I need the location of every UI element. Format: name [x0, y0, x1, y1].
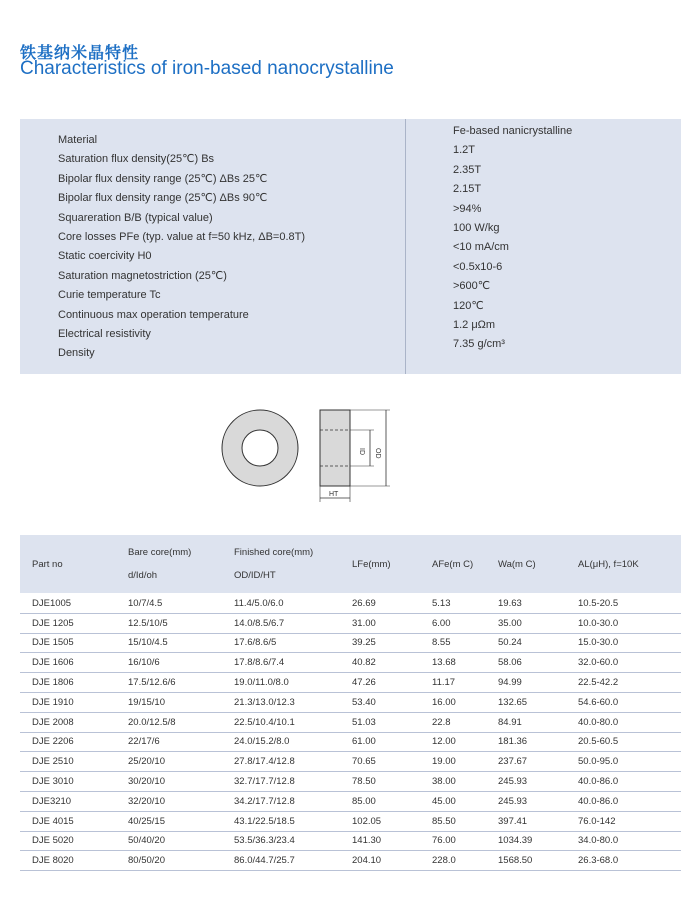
table-cell: 26.3-68.0 — [578, 851, 681, 871]
table-cell: 17.6/8.6/5 — [234, 633, 352, 653]
table-cell: 50.24 — [498, 633, 578, 653]
table-row — [20, 851, 681, 871]
property-value: 2.15T — [453, 183, 482, 196]
table-cell: 228.0 — [432, 851, 498, 871]
table-cell: 85.50 — [432, 811, 498, 831]
table-row — [20, 653, 681, 673]
table-cell: 17.5/12.6/6 — [128, 673, 234, 693]
header-label: Finished core(mm) — [234, 547, 314, 558]
header-sublabel: OD/ID/HT — [234, 570, 276, 581]
property-values — [453, 122, 572, 355]
property-label: Material — [58, 134, 98, 146]
table-cell: 10.5-20.5 — [578, 594, 681, 614]
header-label: AL(μH), f=10K — [578, 558, 639, 570]
table-cell: 22.8 — [432, 712, 498, 732]
table-cell: 84.91 — [498, 712, 578, 732]
table-cell: 141.30 — [352, 831, 432, 851]
table-cell: 102.05 — [352, 811, 432, 831]
table-row — [20, 772, 681, 792]
table-cell: 8.55 — [432, 633, 498, 653]
table-row — [20, 594, 681, 614]
table-cell: 40.0-86.0 — [578, 772, 681, 792]
property-label: Curie temperature Tc — [58, 289, 161, 302]
property-label: Density — [58, 347, 95, 360]
table-cell: 19.63 — [498, 594, 578, 614]
table-header-row — [20, 535, 681, 594]
table-row — [20, 732, 681, 752]
table-cell: DJE 5020 — [20, 831, 128, 851]
table-cell: 34.0-80.0 — [578, 831, 681, 851]
table-cell: DJE1005 — [20, 594, 128, 614]
table-cell: 12.5/10/5 — [128, 613, 234, 633]
table-cell: 86.0/44.7/25.7 — [234, 851, 352, 871]
table-cell: 1034.39 — [498, 831, 578, 851]
table-cell: 78.50 — [352, 772, 432, 792]
table-cell: 19.0/11.0/8.0 — [234, 673, 352, 693]
table-cell: 51.03 — [352, 712, 432, 732]
table-cell: 80/50/20 — [128, 851, 234, 871]
table-cell: 16.00 — [432, 692, 498, 712]
table-cell: 32/20/10 — [128, 791, 234, 811]
table-cell: 58.06 — [498, 653, 578, 673]
table-row — [20, 791, 681, 811]
property-label: Electrical resistivity — [58, 327, 151, 340]
table-body — [20, 594, 681, 871]
table-row — [20, 633, 681, 653]
table-cell: 245.93 — [498, 772, 578, 792]
header-label: Bare core(mm) — [128, 547, 192, 558]
property-label: Continuous max operation temperature — [58, 308, 249, 321]
table-cell: 85.00 — [352, 791, 432, 811]
header-bare-core — [128, 535, 234, 594]
table-cell: 132.65 — [498, 692, 578, 712]
table-cell: 1568.50 — [498, 851, 578, 871]
table-cell: DJE 1205 — [20, 613, 128, 633]
table-cell: 31.00 — [352, 613, 432, 633]
property-value: <10 mA/cm — [453, 241, 509, 254]
table-cell: DJE 1910 — [20, 692, 128, 712]
table-cell: 39.25 — [352, 633, 432, 653]
property-label: Static coercivity H0 — [58, 250, 152, 263]
table-cell: 50/40/20 — [128, 831, 234, 851]
property-label: Bipolar flux density range (25℃) ΔBs 90℃ — [58, 192, 268, 205]
table-cell: DJE 1606 — [20, 653, 128, 673]
table-cell: 76.0-142 — [578, 811, 681, 831]
property-value: 1.2T — [453, 144, 476, 157]
table-cell: 397.41 — [498, 811, 578, 831]
table-row — [20, 831, 681, 851]
table-cell: 53.40 — [352, 692, 432, 712]
table-cell: 76.00 — [432, 831, 498, 851]
core-specs-table — [20, 535, 681, 871]
table-cell: DJE 2008 — [20, 712, 128, 732]
od-label: OD — [374, 448, 381, 459]
header-afe — [432, 535, 498, 594]
table-cell: 10/7/4.5 — [128, 594, 234, 614]
table-cell: 54.6-60.0 — [578, 692, 681, 712]
table-cell: 5.13 — [432, 594, 498, 614]
table-cell: 50.0-95.0 — [578, 752, 681, 772]
table-cell: 15.0-30.0 — [578, 633, 681, 653]
table-cell: 11.4/5.0/6.0 — [234, 594, 352, 614]
table-cell: 13.68 — [432, 653, 498, 673]
table-cell: 24.0/15.2/8.0 — [234, 732, 352, 752]
table-cell: 94.99 — [498, 673, 578, 693]
table-row — [20, 811, 681, 831]
table-cell: 17.8/8.6/7.4 — [234, 653, 352, 673]
table-cell: 43.1/22.5/18.5 — [234, 811, 352, 831]
core-dimension-diagram — [218, 400, 408, 510]
table-cell: 45.00 — [432, 791, 498, 811]
table-cell: 40.0-86.0 — [578, 791, 681, 811]
table-cell: 22/17/6 — [128, 732, 234, 752]
header-label: AFe(m C) — [432, 558, 474, 570]
property-label: Saturation magnetostriction (25℃) — [58, 269, 227, 282]
table-cell: 26.69 — [352, 594, 432, 614]
title-english: Characteristics of iron-based nanocrystalline — [20, 58, 394, 79]
header-part-no — [20, 535, 128, 594]
table-cell: 61.00 — [352, 732, 432, 752]
property-value: 2.35T — [453, 163, 482, 176]
property-label: Squareration B/B (typical value) — [58, 211, 213, 224]
table-cell: 53.5/36.3/23.4 — [234, 831, 352, 851]
core-side-view — [320, 410, 350, 486]
table-cell: DJE 2510 — [20, 752, 128, 772]
table-cell: DJE 3010 — [20, 772, 128, 792]
table-cell: 22.5-42.2 — [578, 673, 681, 693]
table-cell: 35.00 — [498, 613, 578, 633]
table-cell: 20.5-60.5 — [578, 732, 681, 752]
properties-panel — [20, 119, 681, 374]
table-cell: DJE 1806 — [20, 673, 128, 693]
property-labels — [58, 131, 305, 364]
header-al — [578, 535, 681, 594]
table-cell: DJE3210 — [20, 791, 128, 811]
property-value: <0.5x10-6 — [453, 260, 503, 273]
table-cell: 12.00 — [432, 732, 498, 752]
table-cell: 22.5/10.4/10.1 — [234, 712, 352, 732]
table-cell: 11.17 — [432, 673, 498, 693]
table-cell: 32.0-60.0 — [578, 653, 681, 673]
property-label: Saturation flux density(25℃) Bs — [58, 153, 215, 166]
table-cell: 70.65 — [352, 752, 432, 772]
property-value: Fe-based nanicrystalline — [453, 125, 573, 137]
table-cell: 10.0-30.0 — [578, 613, 681, 633]
table-cell: 181.36 — [498, 732, 578, 752]
table-cell: 38.00 — [432, 772, 498, 792]
property-value: 7.35 g/cm³ — [453, 338, 505, 351]
table-row — [20, 752, 681, 772]
table-cell: DJE 2206 — [20, 732, 128, 752]
header-sublabel: d/Id/oh — [128, 570, 158, 581]
table-cell: 25/20/10 — [128, 752, 234, 772]
table-cell: 32.7/17.7/12.8 — [234, 772, 352, 792]
table-row — [20, 692, 681, 712]
table-cell: 6.00 — [432, 613, 498, 633]
table-cell: 21.3/13.0/12.3 — [234, 692, 352, 712]
panel-divider — [405, 119, 406, 374]
header-lfe — [352, 535, 432, 594]
property-value: >600℃ — [453, 280, 491, 293]
header-wa — [498, 535, 578, 594]
table-cell: 30/20/10 — [128, 772, 234, 792]
table-row — [20, 673, 681, 693]
table-cell: 20.0/12.5/8 — [128, 712, 234, 732]
table-cell: 237.67 — [498, 752, 578, 772]
table-row — [20, 712, 681, 732]
ht-label: HT — [329, 491, 339, 498]
table-row — [20, 613, 681, 633]
table-cell: 15/10/4.5 — [128, 633, 234, 653]
table-cell: DJE 1505 — [20, 633, 128, 653]
table-cell: 19/15/10 — [128, 692, 234, 712]
table-cell: 34.2/17.7/12.8 — [234, 791, 352, 811]
table-cell: 204.10 — [352, 851, 432, 871]
property-label: Bipolar flux density range (25℃) ΔBs 25℃ — [58, 172, 268, 185]
core-inner-circle — [242, 430, 278, 466]
property-value: 120℃ — [453, 299, 484, 312]
header-label: Part no — [32, 558, 63, 570]
table-cell: 245.93 — [498, 791, 578, 811]
table-cell: DJE 4015 — [20, 811, 128, 831]
table-cell: DJE 8020 — [20, 851, 128, 871]
property-value: >94% — [453, 202, 482, 215]
table-cell: 40/25/15 — [128, 811, 234, 831]
header-label: LFe(mm) — [352, 558, 391, 570]
table-cell: 27.8/17.4/12.8 — [234, 752, 352, 772]
table-cell: 40.0-80.0 — [578, 712, 681, 732]
property-label: Core losses PFe (typ. value at f=50 kHz, ΔB=0.8T) — [58, 230, 306, 243]
table-cell: 14.0/8.5/6.7 — [234, 613, 352, 633]
table-cell: 19.00 — [432, 752, 498, 772]
header-label: Wa(m C) — [498, 558, 536, 570]
property-value: 1.2 μΩm — [453, 318, 496, 331]
id-label: ID — [358, 448, 365, 455]
table-cell: 16/10/6 — [128, 653, 234, 673]
table-cell: 47.26 — [352, 673, 432, 693]
property-value: 100 W/kg — [453, 221, 500, 234]
title-chinese: 铁基纳米晶特性 — [20, 43, 140, 62]
header-finished-core — [234, 535, 352, 594]
table-cell: 40.82 — [352, 653, 432, 673]
